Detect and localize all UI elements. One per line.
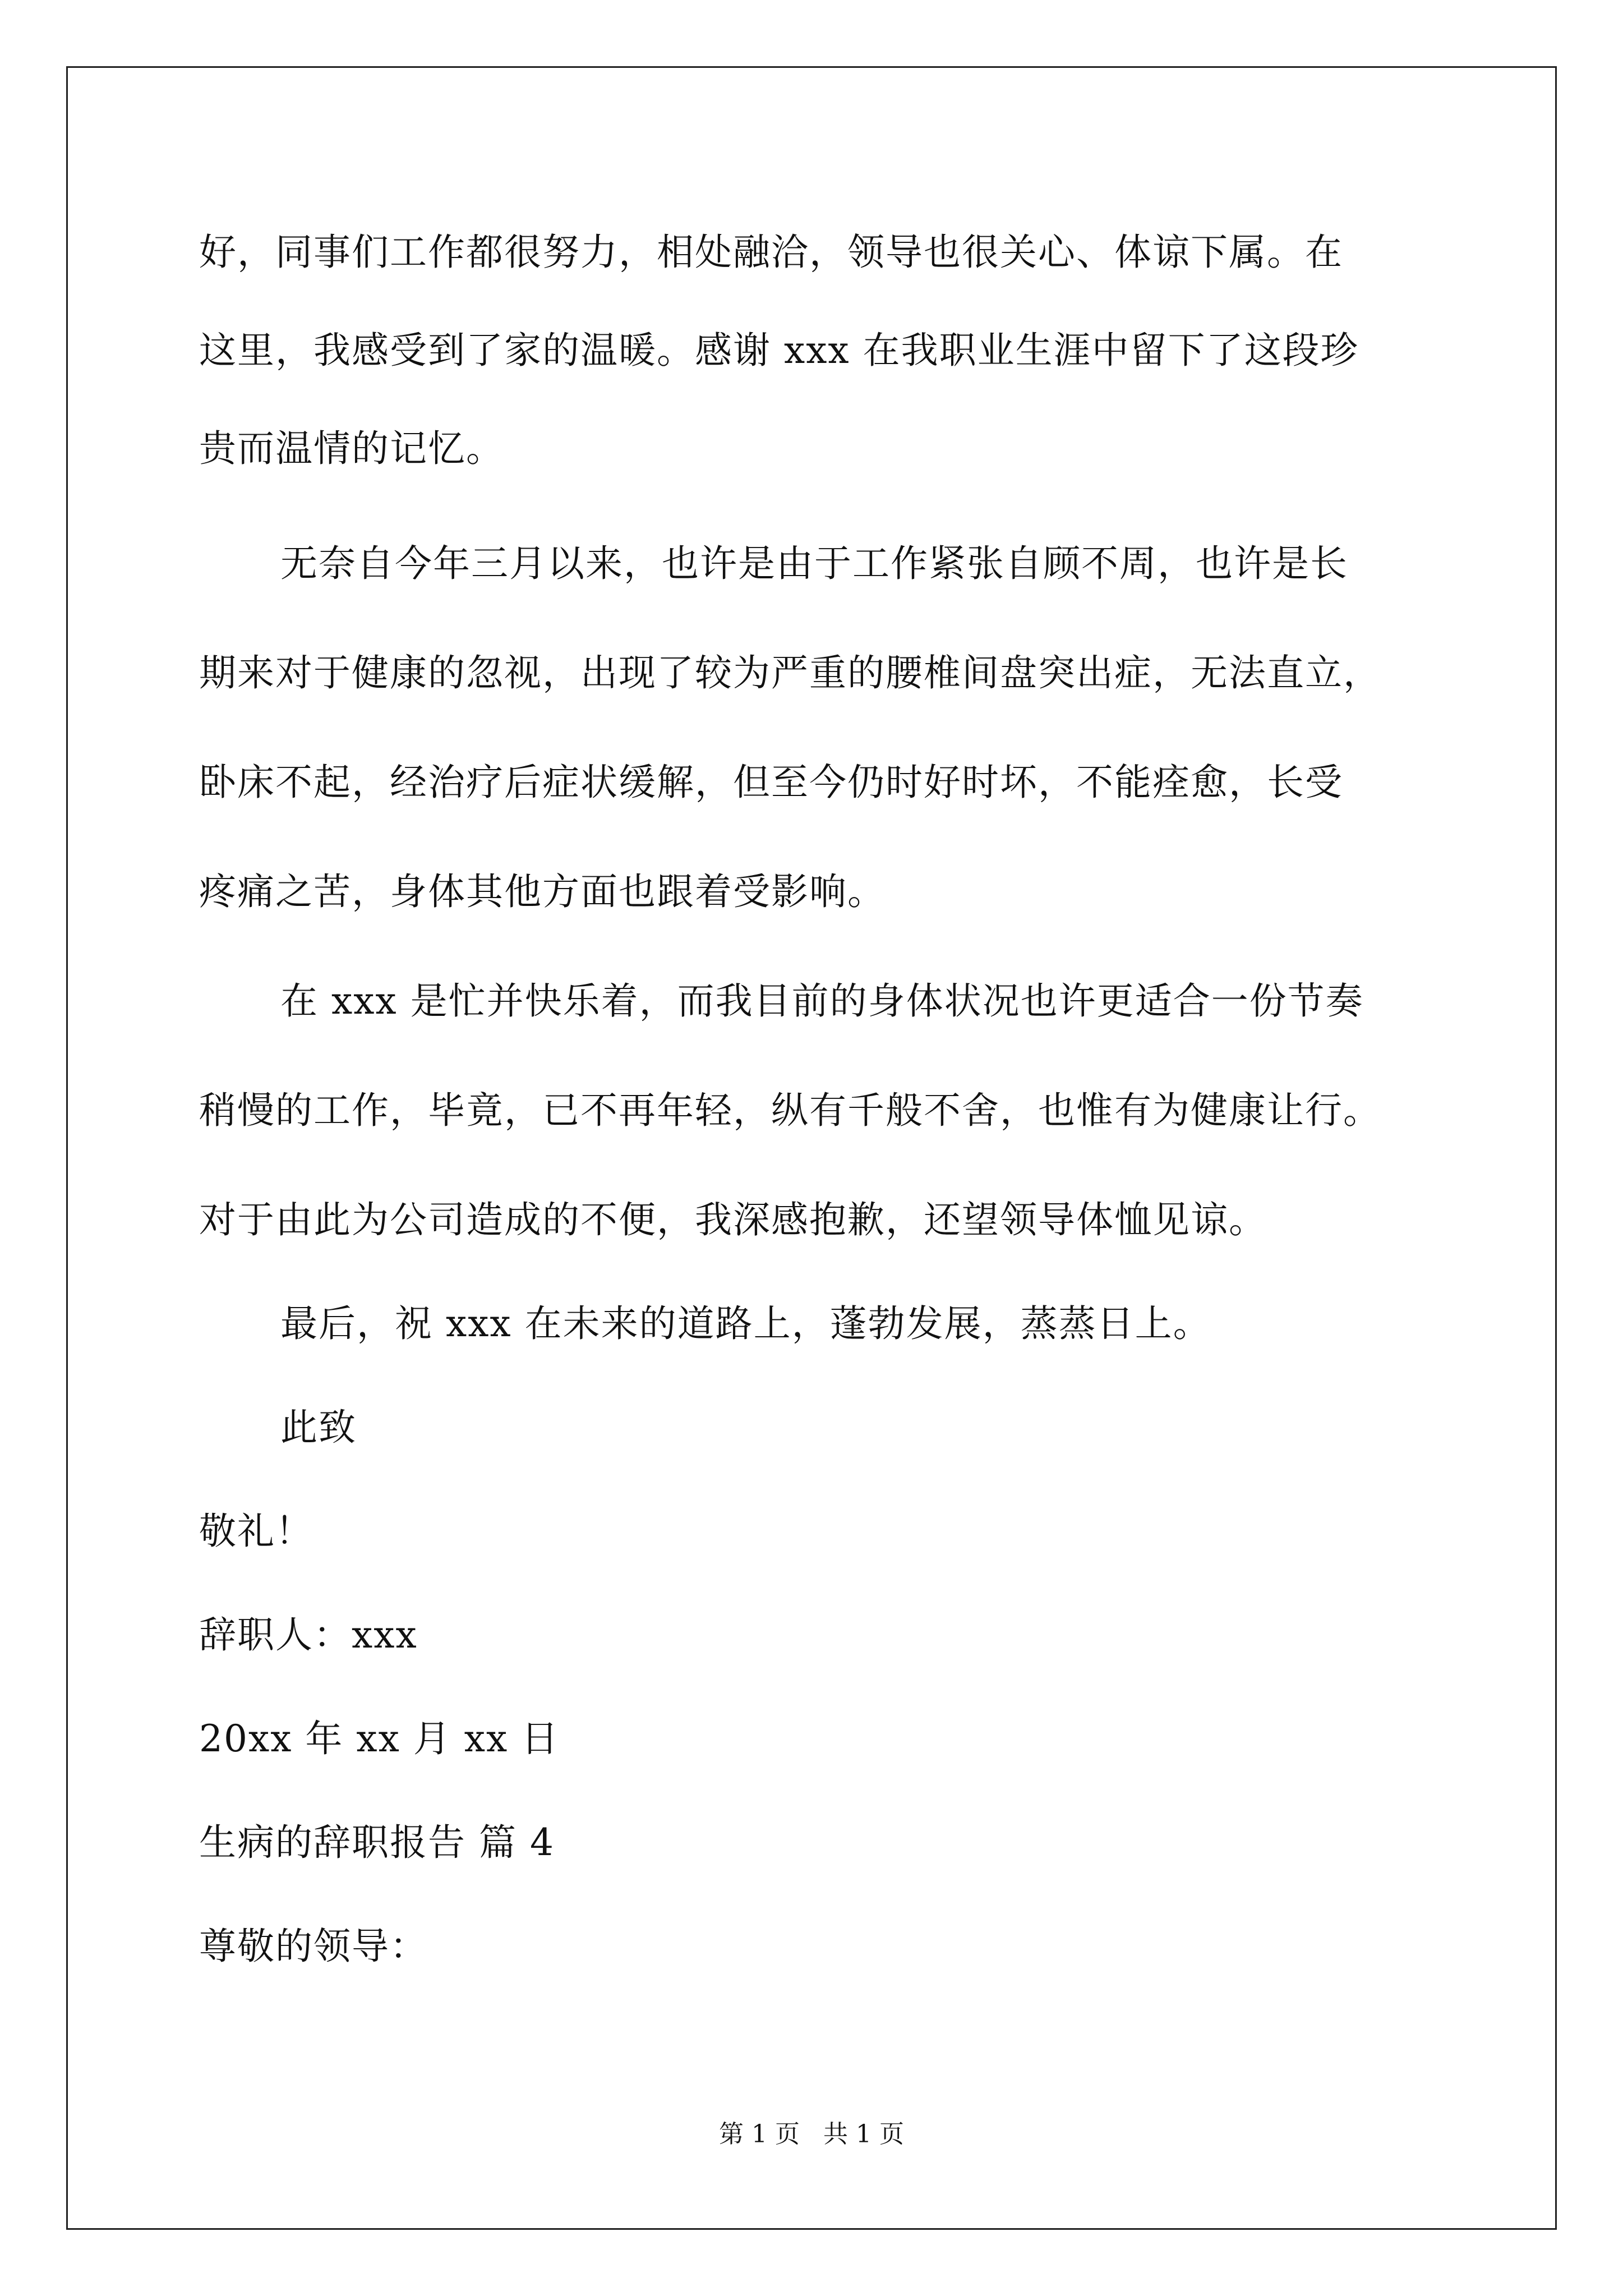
text-line: 对于由此为公司造成的不便，我深感抱歉，还望领导体恤见谅。 — [199, 1198, 1267, 1241]
text-line: 期来对于健康的忽视，出现了较为严重的腰椎间盘突出症，无法直立， — [199, 651, 1381, 694]
text-line: 稍慢的工作，毕竟，已不再年轻，纵有千般不舍，也惟有为健康让行。 — [199, 1089, 1381, 1132]
section-heading: 生病的辞职报告 篇 4 — [199, 1821, 555, 1864]
page-border — [66, 66, 1557, 2230]
signature-line: 辞职人：xxx — [199, 1613, 418, 1657]
paragraph-start-line: 在 xxx 是忙并快乐着，而我目前的身体状况也许更适合一份节奏 — [280, 979, 1364, 1023]
text-line: 贵而温情的记忆。 — [199, 427, 504, 470]
text-line: 好，同事们工作都很努力，相处融洽，领导也很关心、体谅下属。在 — [199, 231, 1343, 274]
paragraph-start-line: 最后，祝 xxx 在未来的道路上，蓬勃发展，蒸蒸日上。 — [280, 1302, 1211, 1345]
date-line: 20xx 年 xx 月 xx 日 — [199, 1717, 560, 1760]
text-line: 疼痛之苦，身体其他方面也跟着受影响。 — [199, 870, 886, 913]
text-line: 卧床不起，经治疗后症状缓解，但至今仍时好时坏，不能痊愈，长受 — [199, 761, 1343, 804]
closing-regards: 敬礼！ — [199, 1510, 313, 1553]
greeting-line: 尊敬的领导： — [199, 1925, 428, 1968]
text-line: 这里，我感受到了家的温暖。感谢 xxx 在我职业生涯中留下了这段珍 — [199, 329, 1359, 372]
page-footer: 第 1 页 共 1 页 — [719, 2120, 904, 2148]
closing-salutation: 此致 — [280, 1406, 357, 1449]
paragraph-start-line: 无奈自今年三月以来，也许是由于工作紧张自顾不周，也许是长 — [280, 542, 1348, 585]
